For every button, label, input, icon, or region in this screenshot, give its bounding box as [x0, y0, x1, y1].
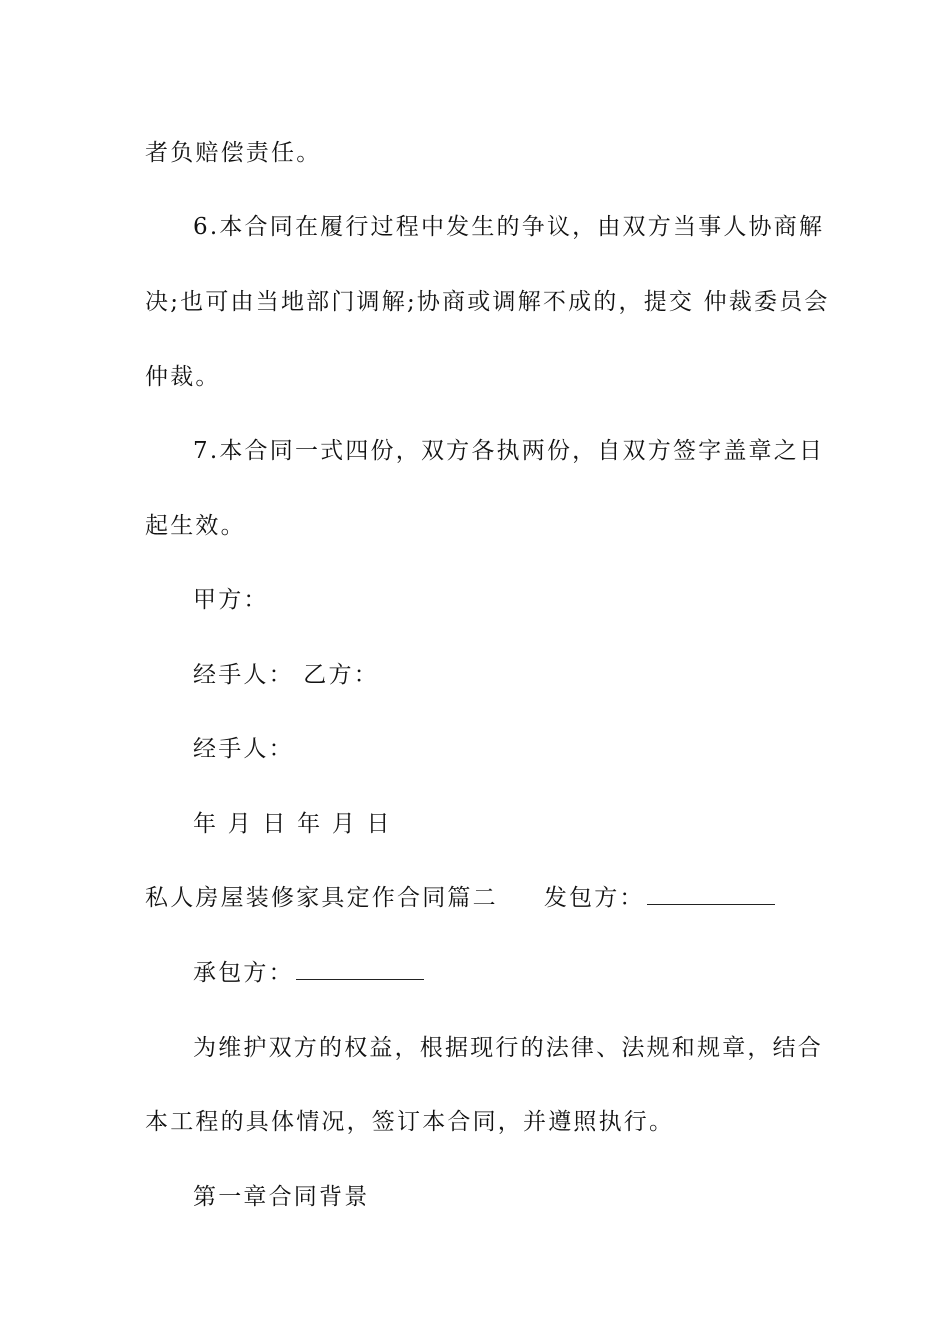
paragraph-line: 决;也可由当地部门调解;协商或调解不成的，提交 仲裁委员会	[145, 289, 830, 315]
paragraph-line: 仲裁。	[145, 364, 221, 390]
date-line: 年 月 日 年 月 日	[193, 811, 392, 837]
employer-blank	[647, 886, 775, 905]
paragraph-line: 本工程的具体情况，签订本合同，并遵照执行。	[145, 1109, 675, 1135]
employer-label: 发包方：	[543, 885, 645, 911]
paragraph-line: 为维护双方的权益，根据现行的法律、法规和规章，结合	[193, 1035, 823, 1061]
party-a-label: 甲方：	[193, 587, 269, 613]
chapter-heading: 第一章合同背景	[193, 1184, 370, 1210]
contract-title: 私人房屋装修家具定作合同篇二	[145, 885, 498, 911]
handler-label: 经手人：	[193, 736, 294, 762]
paragraph-line: 起生效。	[145, 513, 246, 539]
paragraph-line: 6.本合同在履行过程中发生的争议，由双方当事人协商解	[193, 214, 825, 240]
paragraph-line: 者负赔偿责任。	[145, 140, 322, 166]
section-title-line	[145, 883, 825, 913]
handler-party-b-label: 经手人： 乙方：	[193, 662, 379, 688]
paragraph-line: 7.本合同一式四份，双方各执两份，自双方签字盖章之日	[193, 438, 825, 464]
contractor-line	[193, 958, 873, 988]
contractor-label: 承包方：	[193, 960, 294, 986]
contractor-blank	[296, 961, 424, 980]
